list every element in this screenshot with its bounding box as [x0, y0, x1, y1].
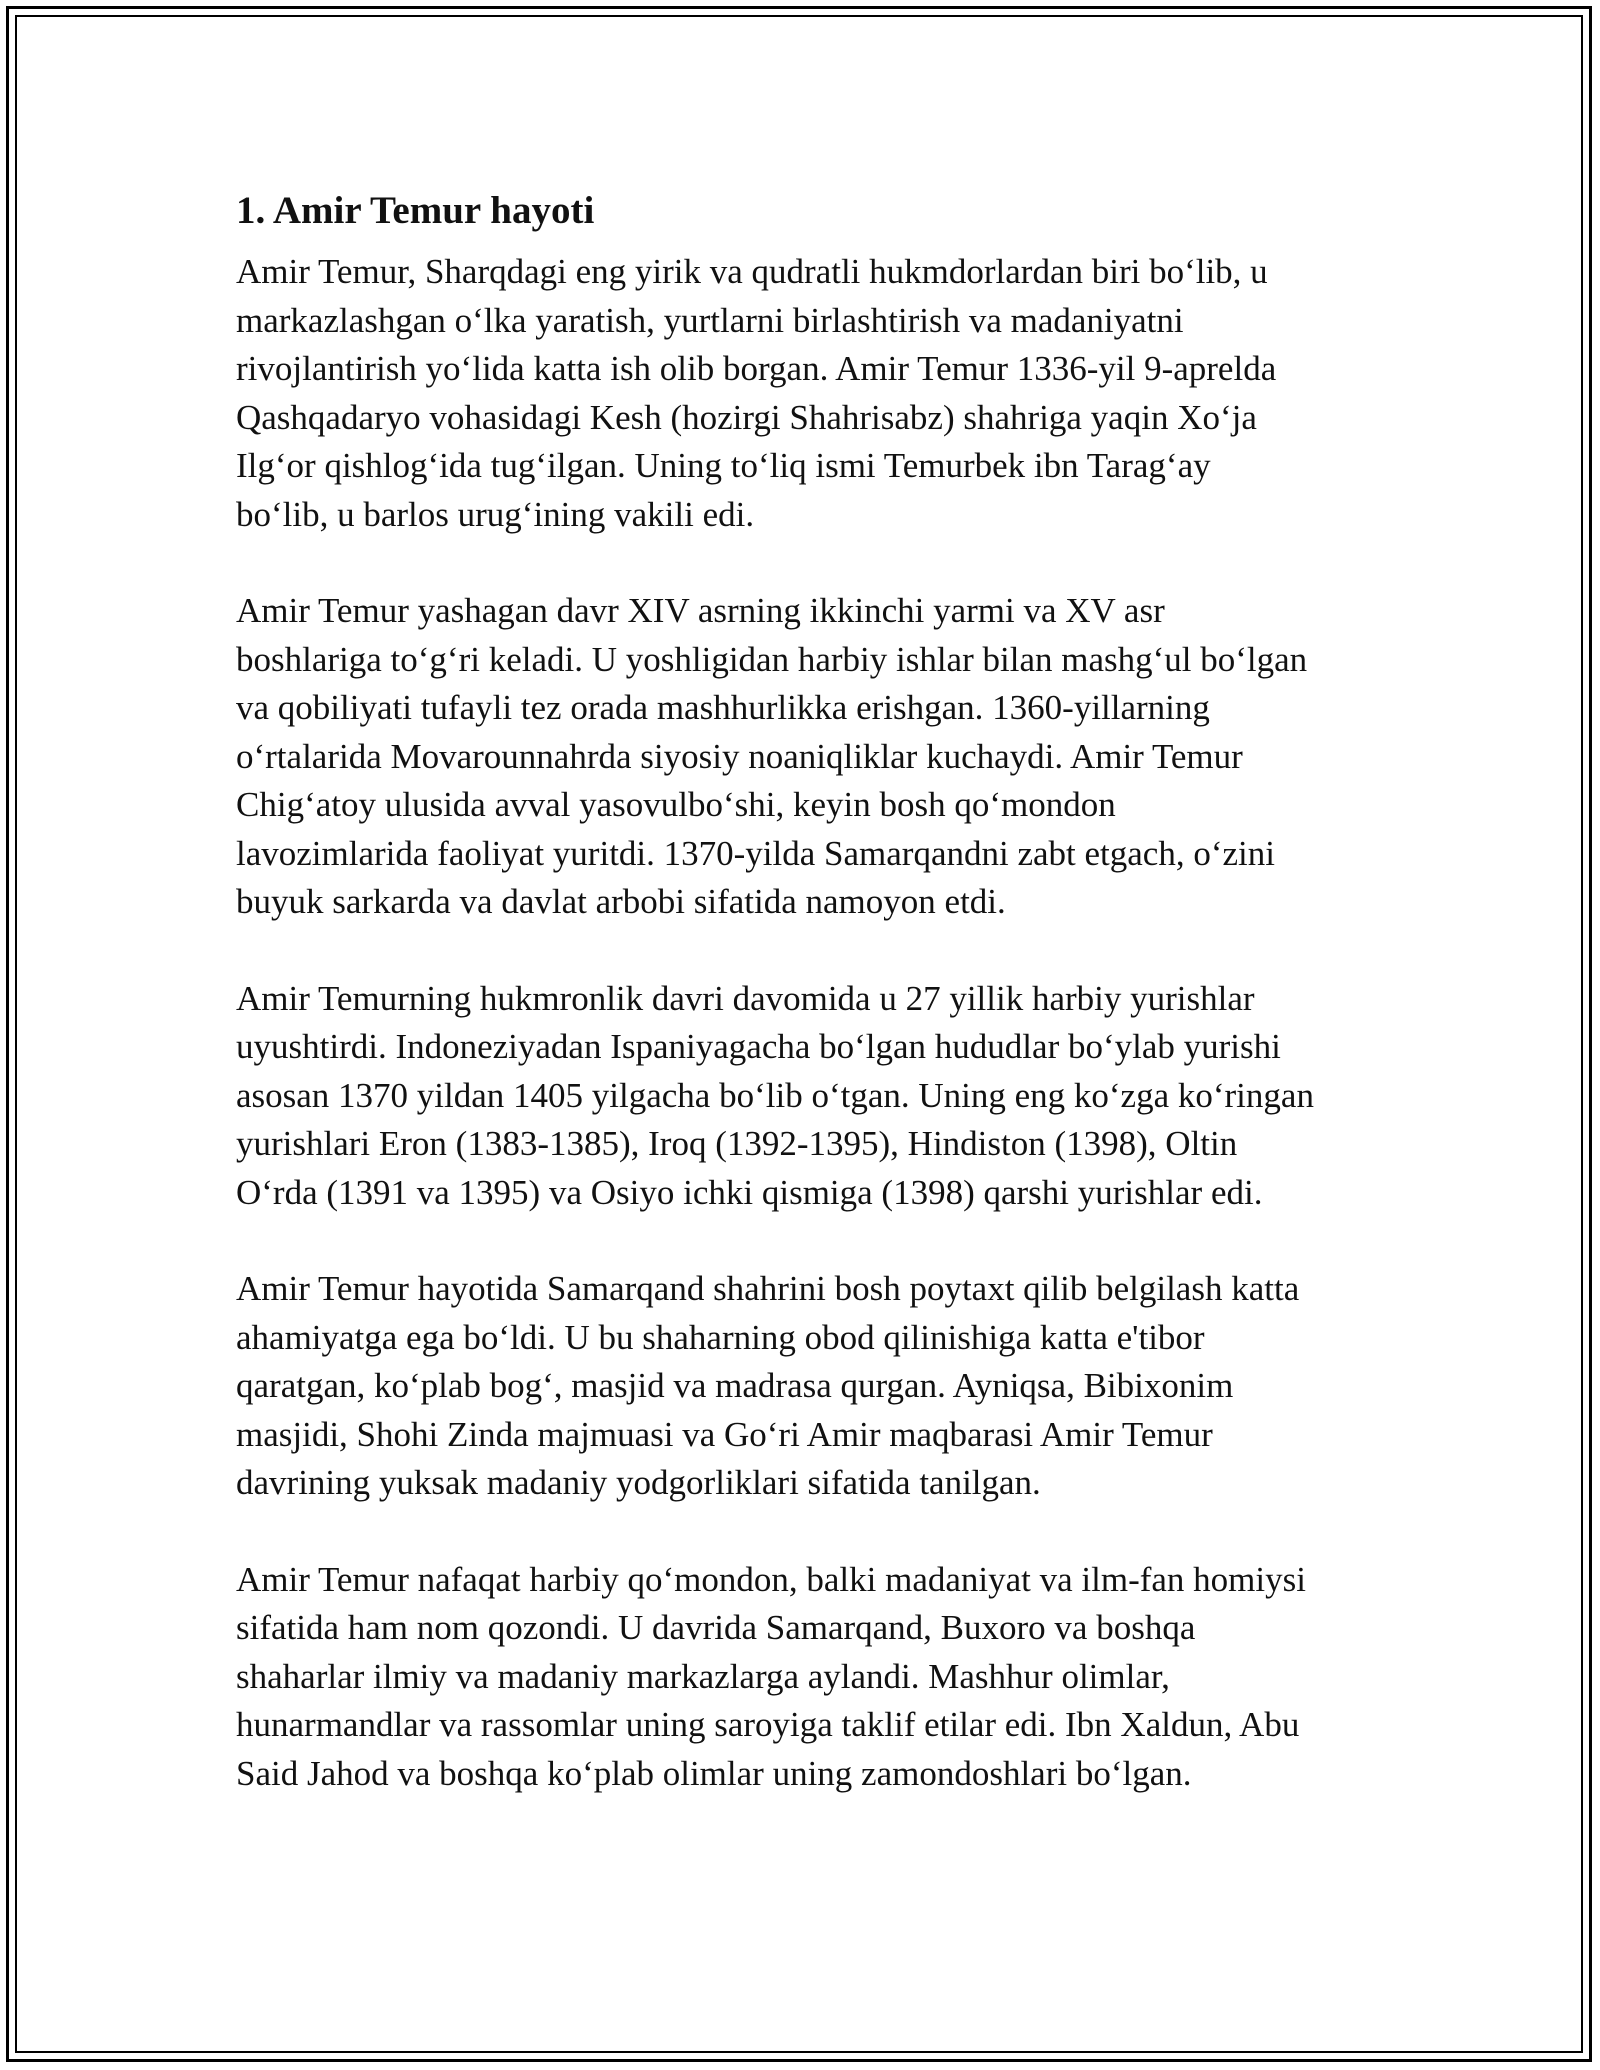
- text-line: buyuk sarkarda va davlat arbobi sifatida namoyon etdi.: [236, 882, 1006, 921]
- text-line: va qobiliyati tufayli tez orada mashhurlikka erishgan. 1360-yillarning: [236, 688, 1210, 727]
- text-line: hunarmandlar va rassomlar uning saroyiga taklif etilar edi. Ibn Xaldun, Abu: [236, 1705, 1300, 1744]
- text-line: uyushtirdi. Indoneziyadan Ispaniyagacha bo‘lgan hududlar bo‘ylab yurishi: [236, 1027, 1281, 1066]
- paragraph-patronage: [236, 1556, 1376, 1799]
- text-line: lavozimlarida faoliyat yuritdi. 1370-yilda Samarqandni zabt etgach, o‘zini: [236, 833, 1275, 873]
- document-body: [236, 186, 1376, 1846]
- text-line: Said Jahod va boshqa ko‘plab olimlar uning zamondoshlari bo‘lgan.: [236, 1753, 1192, 1793]
- text-line: bo‘lib, u barlos urug‘ining vakili edi.: [236, 494, 755, 534]
- paragraph-campaigns: [236, 975, 1376, 1218]
- text-line: Amir Temur yashagan davr XIV asrning ikkinchi yarmi va XV asr: [236, 591, 1165, 630]
- paragraph-early-life: [236, 587, 1376, 927]
- text-line: Qashqadaryo vohasidagi Kesh (hozirgi Shahrisabz) shahriga yaqin Xo‘ja: [236, 397, 1257, 437]
- text-line: masjidi, Shohi Zinda majmuasi va Go‘ri Amir maqbarasi Amir Temur: [236, 1414, 1213, 1454]
- text-line: Ilg‘or qishlog‘ida tug‘ilgan. Uning to‘liq ismi Temurbek ibn Tarag‘ay: [236, 446, 1211, 485]
- text-line: Amir Temurning hukmronlik davri davomida u 27 yillik harbiy yurishlar: [236, 978, 1255, 1018]
- text-line: shaharlar ilmiy va madaniy markazlarga aylandi. Mashhur olimlar,: [236, 1656, 1170, 1696]
- text-line: asosan 1370 yildan 1405 yilgacha bo‘lib o‘tgan. Uning eng ko‘zga ko‘ringan: [236, 1075, 1314, 1115]
- text-line: ahamiyatga ega bo‘ldi. U bu shaharning obod qilinishiga katta e'tibor: [236, 1317, 1205, 1357]
- text-line: Amir Temur, Sharqdagi eng yirik va qudratli hukmdorlardan biri bo‘lib, u: [236, 252, 1268, 291]
- text-line: boshlariga to‘g‘ri keladi. U yoshligidan harbiy ishlar bilan mashg‘ul bo‘lgan: [236, 639, 1308, 679]
- text-line: o‘rtalarida Movarounnahrda siyosiy noaniqliklar kuchaydi. Amir Temur: [236, 736, 1243, 776]
- paragraph-samarkand: [236, 1265, 1376, 1508]
- text-line: Amir Temur nafaqat harbiy qo‘mondon, balki madaniyat va ilm-fan homiysi: [236, 1559, 1306, 1599]
- text-line: Amir Temur hayotida Samarqand shahrini bosh poytaxt qilib belgilash katta: [236, 1269, 1300, 1308]
- section-heading: 1. Amir Temur hayoti: [236, 189, 595, 232]
- paragraph-biography: [236, 248, 1376, 539]
- text-line: sifatida ham nom qozondi. U davrida Samarqand, Buxoro va boshqa: [236, 1608, 1196, 1647]
- text-line: rivojlantirish yo‘lida katta ish olib borgan. Amir Temur 1336-yil 9-aprelda: [236, 349, 1277, 388]
- text-line: O‘rda (1391 va 1395) va Osiyo ichki qismiga (1398) qarshi yurishlar edi.: [236, 1172, 1263, 1212]
- text-line: yurishlari Eron (1383-1385), Iroq (1392-1395), Hindiston (1398), Oltin: [236, 1124, 1238, 1163]
- text-line: Chig‘atoy ulusida avval yasovulbo‘shi, keyin bosh qo‘mondon: [236, 785, 1116, 824]
- text-line: davrining yuksak madaniy yodgorliklari sifatida tanilgan.: [236, 1463, 1041, 1502]
- text-line: markazlashgan o‘lka yaratish, yurtlarni birlashtirish va madaniyatni: [236, 300, 1184, 340]
- text-line: qaratgan, ko‘plab bog‘, masjid va madrasa qurgan. Ayniqsa, Bibixonim: [236, 1366, 1234, 1405]
